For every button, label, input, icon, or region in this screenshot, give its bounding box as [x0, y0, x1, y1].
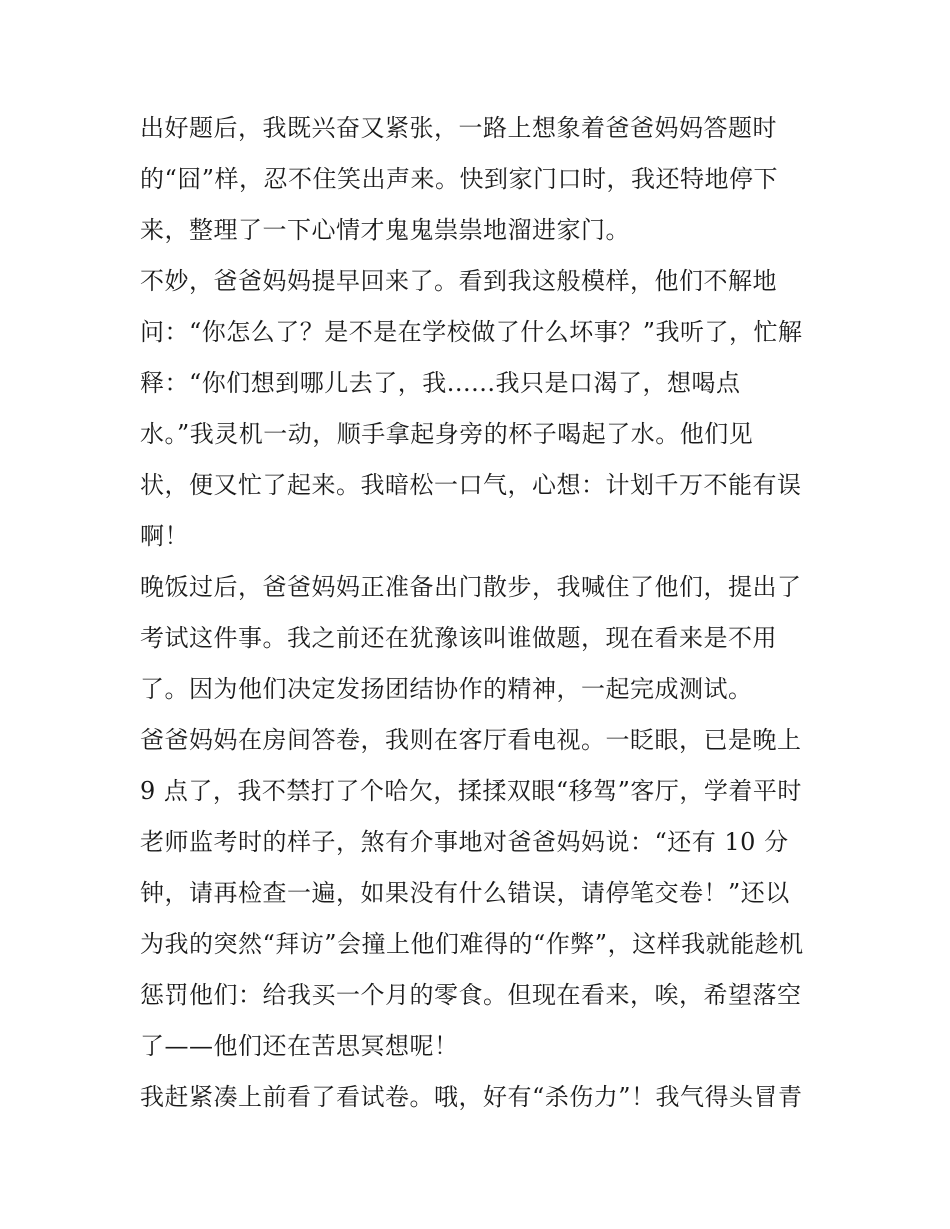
text-line: 了——他们还在苦思冥想呢！	[140, 1032, 459, 1060]
text-line: 不妙，爸爸妈妈提早回来了。看到我这般模样，他们不解地	[140, 267, 777, 295]
text-line: 为我的突然“拜访”会撞上他们难得的“作弊”，这样我就能趁机	[140, 930, 804, 958]
text-line: 我赶紧凑上前看了看试卷。哦，好有“杀伤力”！我气得头冒青	[140, 1083, 803, 1111]
text-line: 老师监考时的样子，煞有介事地对爸爸妈妈说：“还有 10 分	[140, 828, 789, 856]
text-line: 9 点了，我不禁打了个哈欠，揉揉双眼“移驾”客厅，学着平时	[140, 777, 802, 805]
text-line: 了。因为他们决定发扬团结协作的精神，一起完成测试。	[140, 675, 753, 703]
text-line: 晚饭过后，爸爸妈妈正准备出门散步，我喊住了他们，提出了	[140, 573, 802, 601]
text-line: 钟，请再检查一遍，如果没有什么错误，请停笔交卷！”还以	[140, 879, 790, 907]
text-line: 爸爸妈妈在房间答卷，我则在客厅看电视。一眨眼，已是晚上	[140, 726, 802, 754]
text-line: 状，便又忙了起来。我暗松一口气，心想：计划千万不能有误	[140, 471, 802, 499]
text-line: 考试这件事。我之前还在犹豫该叫谁做题，现在看来是不用	[140, 624, 777, 652]
text-line: 惩罚他们：给我买一个月的零食。但现在看来，唉，希望落空	[140, 981, 802, 1009]
text-line: 来，整理了一下心情才鬼鬼祟祟地溜进家门。	[140, 216, 630, 244]
text-line: 水。”我灵机一动，顺手拿起身旁的杯子喝起了水。他们见	[140, 420, 754, 448]
text-line: 问：“你怎么了？是不是在学校做了什么坏事？”我听了，忙解	[140, 318, 803, 346]
text-line: 啊！	[140, 522, 189, 550]
text-line: 出好题后，我既兴奋又紧张，一路上想象着爸爸妈妈答题时	[140, 114, 777, 142]
text-line: 释：“你们想到哪儿去了，我......我只是口渴了，想喝点	[140, 369, 741, 397]
text-line: 的“囧”样，忍不住笑出声来。快到家门口时，我还特地停下	[140, 165, 779, 193]
